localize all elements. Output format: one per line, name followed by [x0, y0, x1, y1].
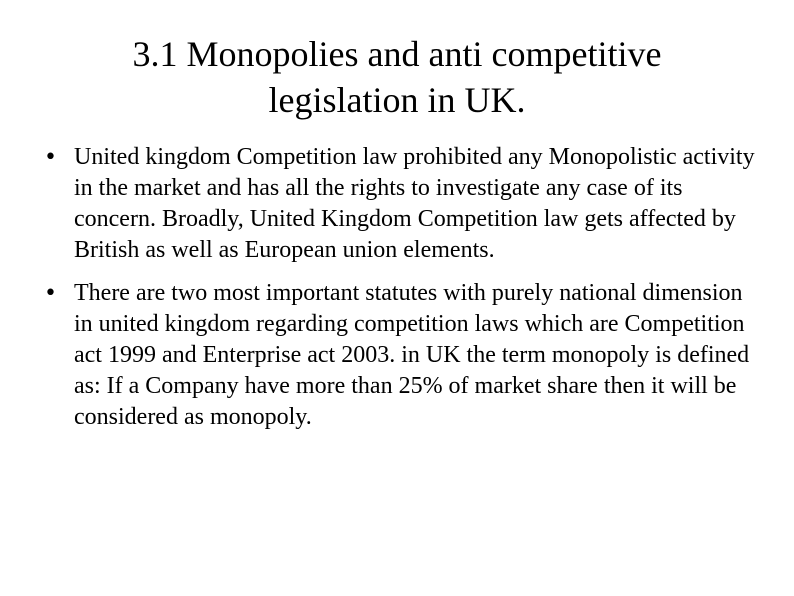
bullet-item	[44, 278, 756, 433]
bullet-item	[44, 142, 756, 266]
bullet-dot-icon: •	[44, 145, 57, 170]
bullet-text: United kingdom Competition law prohibited any Monopolistic activity in the market and has all the rights to investigate any case of its concern. Broadly, United Kingdom Competition law gets affected by British as well as European union elements.	[74, 144, 755, 263]
bullet-text: There are two most important statutes with purely national dimension in united kingdom regarding competition laws which are Competition act 1999 and Enterprise act 2003. in UK the term monopoly is defined as: If a Company have more than 25% of market share then it will be considered as monopoly.	[74, 280, 750, 430]
bullet-dot-icon: •	[44, 281, 57, 306]
slide-title: 3.1 Monopolies and anti competitive legislation in UK.	[132, 34, 662, 120]
bullet-list	[44, 142, 756, 445]
